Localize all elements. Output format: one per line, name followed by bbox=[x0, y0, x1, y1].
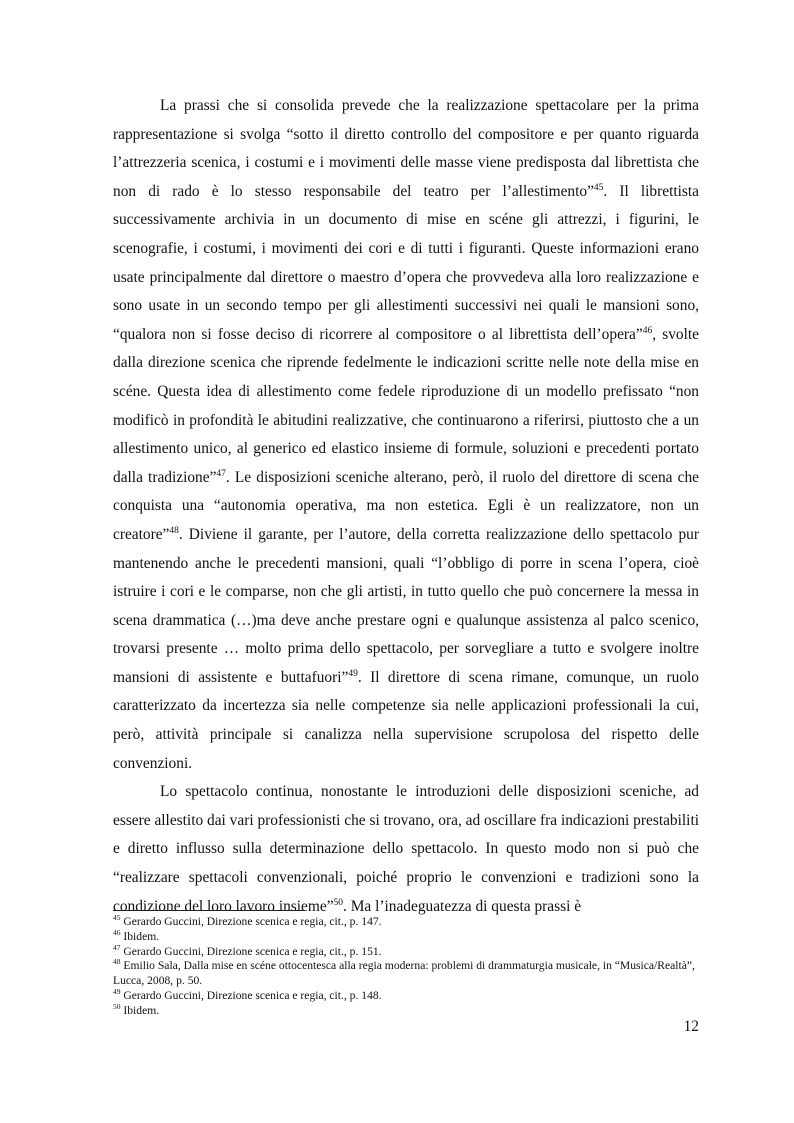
paragraph-text: . Ma l’inadeguatezza di questa prassi è bbox=[343, 897, 582, 915]
paragraph-text: . Il librettista successivamente archivia in un documento di mise en scéne gli attrezzi, i figurini, le scenografie, i costumi, i movimenti dei cori e di tutti i figuranti. Queste informazioni erano usate principalmente dal direttore o maestro d’opera che provvedeva alla loro realizzazione e sono usate in un secondo tempo per gli allestimenti successivi nei quali le mansioni sono, “qualora non si fosse deciso di ricorrere al compositore o al librettista dell’opera” bbox=[113, 182, 699, 343]
footnote-48 bbox=[113, 959, 699, 989]
paragraph-text: . Le disposizioni sceniche alterano, però, il ruolo del direttore di scena che conquista una “autonomia operativa, ma non estetica. Egli è un realizzatore, non un creatore” bbox=[113, 468, 699, 543]
footnote-ref-49: 49 bbox=[348, 668, 358, 679]
page-number: 12 bbox=[683, 1018, 699, 1035]
footnote-text: Gerardo Guccini, Direzione scenica e regia, cit., p. 148. bbox=[120, 988, 382, 1002]
paragraph-text: La prassi che si consolida prevede che la realizzazione spettacolare per la prima rappresentazione si svolga “sotto il diretto controllo del compositore e per quanto riguarda l’attrezzeria scenica, i costumi e i movimenti delle masse viene predisposta dal librettista che non di rado è lo stesso responsabile del teatro per l’allestimento” bbox=[113, 97, 699, 200]
footnote-49 bbox=[113, 989, 699, 1004]
footnote-50 bbox=[113, 1001, 699, 1019]
paragraph-text: . Diviene il garante, per l’autore, della corretta realizzazione dello spettacolo pur mantenendo anche le precedenti mansioni, quali “l’obbligo di porre in scena l’opera, cioè istruire i cori e le comparse, non che gli artisti, in tutto quello che può concernere la messa in scena drammatica (…)ma deve anche prestare ogni e qualunque assistenza al palco scenico, trovarsi presente … molto prima dello spettacolo, per sorvegliare a tutto e svolgere inoltre mansioni di assistente e buttafuori” bbox=[113, 525, 699, 686]
footnote-text: Ibidem. bbox=[120, 929, 160, 943]
footnote-text: Emilio Sala, Dalla mise en scéne ottocentesca alla regia moderna: problemi di drammaturgia musicale, in “Musica/Realtà”, Lucca, 2008, p. 50. bbox=[113, 959, 695, 988]
footnote-number: 47 bbox=[113, 942, 121, 952]
paragraph-text: , svolte dalla direzione scenica che riprende fedelmente le indicazioni scritte nelle note della mise en scéne. Questa idea di allestimento come fedele riproduzione di un modello prefissato “non modificò in profondità le abitudini realizzative, che continuarono a riferirsi, piuttosto che a un allestimento unico, al generico ed elastico insieme di formule, soluzioni e precedenti portato dalla tradizione” bbox=[113, 325, 699, 486]
paragraph-2 bbox=[113, 778, 699, 921]
footnote-ref-50: 50 bbox=[333, 897, 344, 908]
paragraph-text: Lo spettacolo continua, nonostante le introduzioni delle disposizioni sceniche, ad essere allestito dai vari professionisti che si trovano, ora, ad oscillare fra indicazioni prestabiliti e diretto influsso sulla determinazione dello spettacolo. In questo modo non si può che “realizzare spettacoli convenzionali, poiché proprio le convenzioni e tradizioni sono la condizione del loro lavoro insieme” bbox=[113, 783, 699, 915]
footnote-45 bbox=[113, 915, 699, 930]
footnote-number: 50 bbox=[113, 1001, 121, 1011]
footnote-separator bbox=[113, 910, 305, 911]
footnote-number: 45 bbox=[113, 913, 121, 923]
footnote-number: 49 bbox=[113, 987, 121, 997]
footnote-47 bbox=[113, 942, 699, 960]
footnote-text: Ibidem. bbox=[120, 1003, 160, 1017]
footnote-ref-46: 46 bbox=[642, 325, 653, 336]
footnote-text: Gerardo Guccini, Direzione scenica e regia, cit., p. 147. bbox=[120, 915, 382, 928]
paragraph-1 bbox=[113, 92, 699, 778]
footnote-number: 46 bbox=[113, 927, 121, 937]
footnote-ref-48: 48 bbox=[169, 525, 179, 536]
footnote-46 bbox=[113, 927, 699, 945]
footnote-number: 48 bbox=[113, 957, 121, 967]
paragraph-text: . Il direttore di scena rimane, comunque, un ruolo caratterizzato da incertezza sia nelle competenze sia nelle applicazioni professionali la cui, però, attività principale si canalizza nella supervisione scrupolosa del rispetto delle convenzioni. bbox=[113, 668, 699, 772]
main-text bbox=[113, 92, 699, 921]
footnote-text: Gerardo Guccini, Direzione scenica e regia, cit., p. 151. bbox=[120, 944, 382, 958]
footnotes bbox=[113, 910, 699, 1019]
footnote-ref-47: 47 bbox=[216, 468, 226, 479]
footnote-ref-45: 45 bbox=[593, 182, 604, 193]
